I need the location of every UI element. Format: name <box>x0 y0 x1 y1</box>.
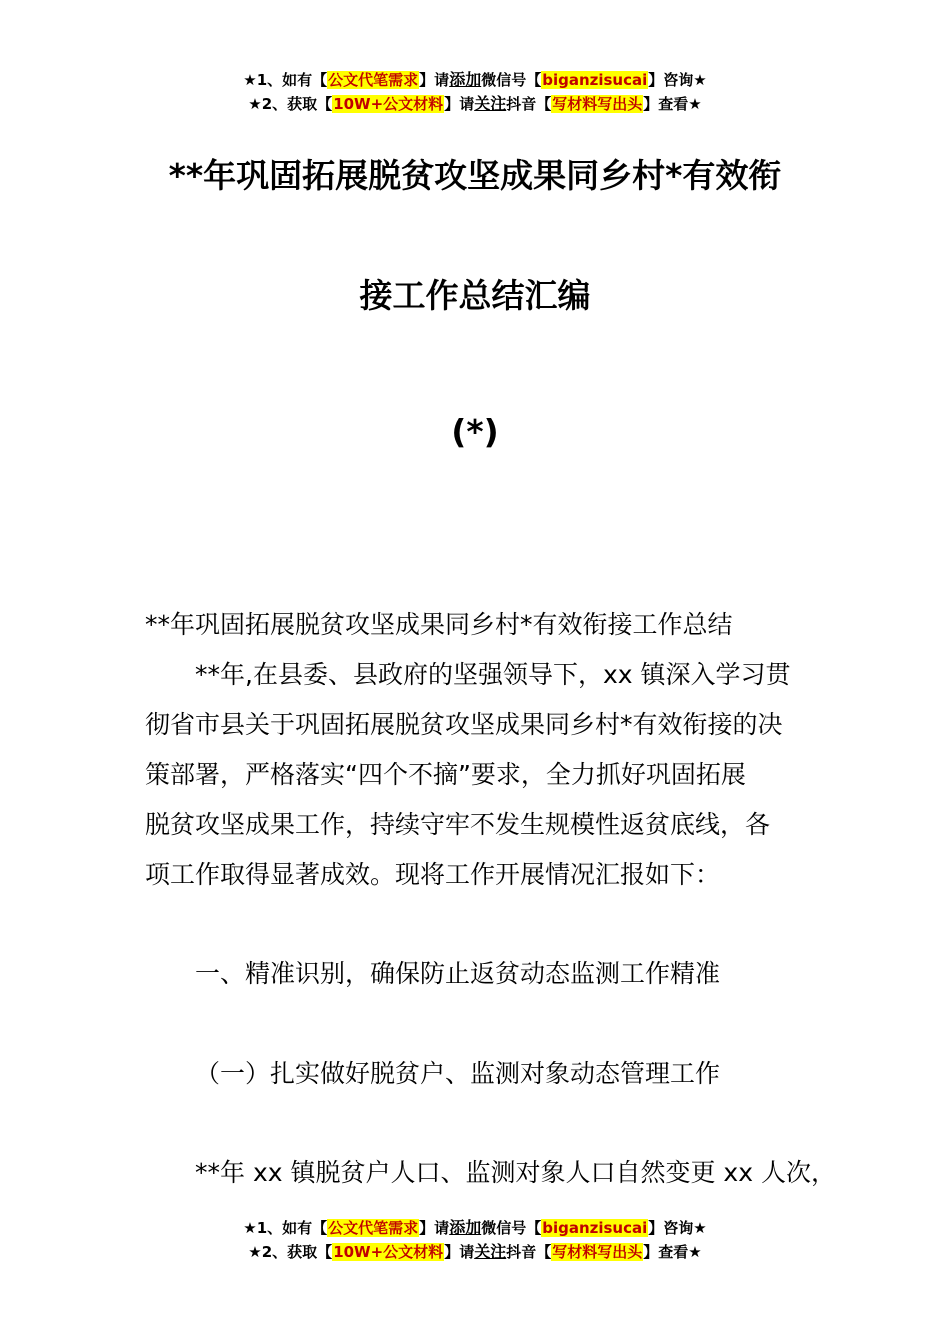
banner-underlined: 关注 <box>474 1242 507 1261</box>
top-banner <box>0 68 950 116</box>
paragraph-line: 策部署，严格落实“四个不摘”要求，全力抓好巩固拓展 <box>145 760 746 789</box>
section-subtitle: **年巩固拓展脱贫攻坚成果同乡村*有效衔接工作总结 <box>145 610 733 639</box>
banner-text: 】请 <box>419 1219 450 1237</box>
banner-highlight: 公文代笔需求 <box>328 71 419 89</box>
banner-underlined: 关注 <box>474 94 507 113</box>
banner-text: 】咨询★ <box>648 71 707 89</box>
paragraph-line: 脱贫攻坚成果工作，持续守牢不发生规模性返贫底线，各 <box>145 810 771 839</box>
banner-text: 】查看★ <box>643 1243 702 1261</box>
banner-text: 抖音【 <box>506 95 552 113</box>
banner-text: ★2、获取【 <box>248 95 333 113</box>
heading-level-1: 一、精准识别，确保防止返贫动态监测工作精准 <box>195 959 721 988</box>
banner-text: 微信号【 <box>481 71 542 89</box>
banner-line-1 <box>0 68 950 92</box>
banner-line-2 <box>0 1240 950 1264</box>
banner-highlight: biganzisucai <box>542 1219 648 1237</box>
banner-text: 】查看★ <box>643 95 702 113</box>
bottom-banner <box>0 1216 950 1264</box>
banner-text: 】请 <box>419 71 450 89</box>
document-title-line-2: 接工作总结汇编 <box>359 276 591 315</box>
banner-text: ★1、如有【 <box>243 1219 328 1237</box>
banner-text: ★1、如有【 <box>243 71 328 89</box>
banner-text: 】咨询★ <box>648 1219 707 1237</box>
banner-highlight: 写材料写出头 <box>552 95 643 113</box>
paragraph-line: **年,在县委、县政府的坚强领导下，xx 镇深入学习贯 <box>195 660 791 689</box>
banner-text: 】请 <box>444 95 475 113</box>
heading-level-2: （一）扎实做好脱贫户、监测对象动态管理工作 <box>195 1059 721 1088</box>
banner-line-1 <box>0 1216 950 1240</box>
banner-line-2 <box>0 92 950 116</box>
banner-highlight: 写材料写出头 <box>552 1243 643 1261</box>
document-title-number: (*) <box>451 412 499 451</box>
banner-underlined: 添加 <box>449 1218 482 1237</box>
banner-text: 抖音【 <box>506 1243 552 1261</box>
paragraph-line: 项工作取得显著成效。现将工作开展情况汇报如下： <box>145 860 721 889</box>
paragraph-line: **年 xx 镇脱贫户人口、监测对象人口自然变更 xx 人次， <box>195 1158 836 1187</box>
banner-highlight: 10W+公文材料 <box>333 1243 444 1261</box>
banner-highlight: biganzisucai <box>542 71 648 89</box>
banner-text: ★2、获取【 <box>248 1243 333 1261</box>
paragraph-line: 彻省市县关于巩固拓展脱贫攻坚成果同乡村*有效衔接的决 <box>145 710 783 739</box>
banner-underlined: 添加 <box>449 70 482 89</box>
banner-text: 微信号【 <box>481 1219 542 1237</box>
banner-highlight: 公文代笔需求 <box>328 1219 419 1237</box>
document-title-line-1: **年巩固拓展脱贫攻坚成果同乡村*有效衔 <box>168 156 782 195</box>
banner-highlight: 10W+公文材料 <box>333 95 444 113</box>
banner-text: 】请 <box>444 1243 475 1261</box>
